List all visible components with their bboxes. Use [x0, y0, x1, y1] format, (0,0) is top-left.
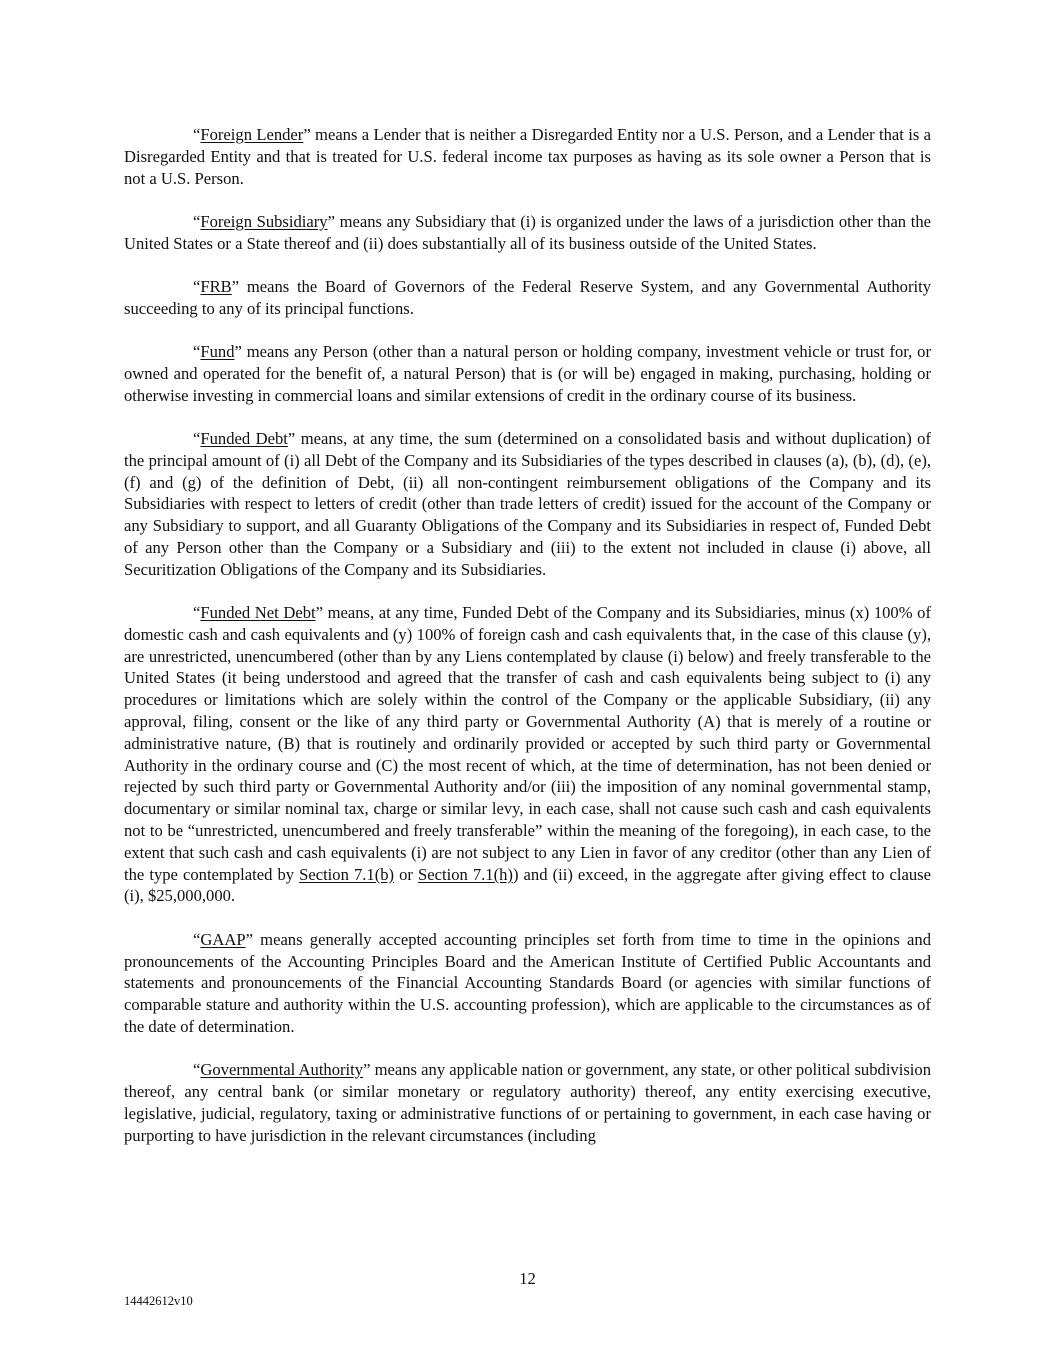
definition-funded-net-debt: “Funded Net Debt” means, at any time, Funded Debt of the Company and its Subsidiaries, minus (x) 100% of domestic cash and cash equivalents and (y) 100% of foreign cash and cash equivalents that, in the case of this clause (y), are unrestricted, unencumbered (other than by any Liens contemplated by clause (i) below) and freely transferable to the United States (it being understood and agreed that the transfer of cash and cash equivalents being subject to (i) any procedures or limitations which are solely within the control of the Company or the applicable Subsidiary, (ii) any approval, filing, consent or the like of any third party or Governmental Authority (A) that is merely of a routine or administrative nature, (B) that is routinely and ordinarily provided or accepted by such third party or Governmental Authority in the ordinary course and (C) the most recent of which, at the time of determination, has not been denied or rejected by such third party or Governmental Authority and/or (iii) the imposition of any nominal governmental stamp, documentary or similar nominal tax, charge or similar levy, in each case, shall not cause such cash and cash equivalents not to be “unrestricted, unencumbered and freely transferable” within the meaning of the foregoing), in each case, to the extent that such cash and cash equivalents (i) are not subject to any Lien in favor of any creditor (other than any Lien of the type contemplated by Section 7.1(b) or Section 7.1(h)) and (ii) exceed, in the aggregate after giving effect to clause (i), $25,000,000.: [124, 603, 931, 906]
document-id: 14442612v10: [124, 1294, 193, 1308]
section-reference-link[interactable]: Section 7.1(b): [299, 864, 395, 884]
definition-gaap: “GAAP” means generally accepted accounting principles set forth from time to time in the opinions and pronouncements of the Accounting Principles Board and the American Institute of Certified Public Accountants and statements and pronouncements of the Financial Accounting Standards Board (or agencies with similar functions of comparable stature and authority within the U.S. accounting profession), which are applicable to the circumstances as of the date of determination.: [124, 929, 931, 1036]
definitions-list: [124, 124, 931, 1168]
definition-text: means any Subsidiary that (i) is organized under the laws of a jurisdiction other than the United States or a State thereof and (ii) does substantially all of its business outside of the United States.: [124, 211, 931, 253]
definition-text: means a Lender that is neither a Disregarded Entity nor a U.S. Person, and a Lender that is a Disregarded Entity and that is treated for U.S. federal income tax purposes as having as its sole owner a Person that is not a U.S. Person.: [124, 125, 931, 188]
defined-term: Foreign Subsidiary: [200, 211, 328, 231]
definition-governmental-authority: “Governmental Authority” means any applicable nation or government, any state, or other political subdivision thereof, any central bank (or similar monetary or regulatory authority) thereof, any entity exercising executive, legislative, judicial, regulatory, taxing or administrative functions of or pertaining to government, in each case having or purporting to have jurisdiction in the relevant circumstances (including: [124, 1060, 931, 1145]
definition-text: means generally accepted accounting principles set forth from time to time in the opinions and pronouncements of the Accounting Principles Board and the American Institute of Certified Public Accountants and statements and pronouncements of the Financial Accounting Standards Board (or agencies with similar functions of comparable stature and authority within the U.S. accounting profession), which are applicable to the circumstances as of the date of determination.: [124, 929, 931, 1036]
defined-term: Funded Debt: [200, 428, 288, 448]
page-number: 12: [519, 1269, 536, 1288]
definition-text-tail: ) and (ii) exceed, in the aggregate after giving effect to clause (i), $25,000,000.: [124, 864, 931, 906]
definition-text: means, at any time, the sum (determined on a consolidated basis and without duplication) of the principal amount of (i) all Debt of the Company and its Subsidiaries of the types described in clauses (a), (b), (d), (e), (f) and (g) of the definition of Debt, (ii) all non-contingent reimbursement obligations of the Company and its Subsidiaries with respect to letters of credit (other than trade letters of credit) issued for the account of the Company or any Subsidiary to support, and all Guaranty Obligations of the Company and its Subsidiaries in respect of, Funded Debt of any Person other than the Company or a Subsidiary and (iii) to the extent not included in clause (i) above, all Securitization Obligations of the Company and its Subsidiaries.: [124, 428, 932, 579]
defined-term: FRB: [200, 276, 232, 296]
definition-text: means any applicable nation or government, any state, or other political subdivision thereof, any central bank (or similar monetary or regulatory authority) thereof, any entity exercising executive, legislative, judicial, regulatory, taxing or administrative functions of or pertaining to government, in each case having or purporting to have jurisdiction in the relevant circumstances (including: [124, 1060, 931, 1145]
section-reference-link[interactable]: Section 7.1(h): [418, 864, 513, 884]
defined-term: Foreign Lender: [200, 125, 304, 144]
definition-foreign-subsidiary: “Foreign Subsidiary” means any Subsidiary that (i) is organized under the laws of a jurisdiction other than the United States or a State thereof and (ii) does substantially all of its business outside of the United States.: [124, 211, 931, 253]
defined-term: Governmental Authority: [200, 1060, 364, 1080]
definition-text: means any Person (other than a natural person or holding company, investment vehicle or trust for, or owned and operated for the benefit of, a natural Person) that is (or will be) engaged in making, purchasing, holding or otherwise investing in commercial loans and similar extensions of credit in the ordinary course of its business.: [124, 342, 931, 405]
definition-text: means, at any time, Funded Debt of the Company and its Subsidiaries, minus (x) 100% of domestic cash and cash equivalents and (y) 100% of foreign cash and cash equivalents that, in the case of this clause (y), are unrestricted, unencumbered (other than by any Liens contemplated by clause (i) below) and freely transferable to the United States (it being understood and agreed that the transfer of cash and cash equivalents being subject to (i) any procedures or limitations which are solely within the control of the Company or the applicable Subsidiary, (ii) any approval, filing, consent or the like of any third party or Governmental Authority (A) that is merely of a routine or administrative nature, (B) that is routinely and ordinarily provided or accepted by such third party or Governmental Authority in the ordinary course and (C) the most recent of which, at the time of determination, has not been denied or rejected by such third party or Governmental Authority and/or (iii) the imposition of any nominal governmental stamp, documentary or similar nominal tax, charge or similar levy, in each case, shall not cause such cash and cash equivalents not to be “unrestricted, unencumbered and freely transferable” within the meaning of the foregoing), in each case, to the extent that such cash and cash equivalents (i) are not subject to any Lien in favor of any creditor (other than any Lien of the type contemplated by: [124, 603, 931, 884]
definition-text: means the Board of Governors of the Federal Reserve System, and any Governmental Authority succeeding to any of its principal functions.: [124, 276, 931, 318]
definition-text-connector: or: [394, 864, 419, 884]
defined-term: Fund: [200, 342, 235, 362]
defined-term: Funded Net Debt: [200, 603, 316, 623]
definition-fund: “Fund” means any Person (other than a natural person or holding company, investment vehicle or trust for, or owned and operated for the benefit of, a natural Person) that is (or will be) engaged in making, purchasing, holding or otherwise investing in commercial loans and similar extensions of credit in the ordinary course of its business.: [124, 342, 931, 405]
definition-funded-debt: “Funded Debt” means, at any time, the sum (determined on a consolidated basis and without duplication) of the principal amount of (i) all Debt of the Company and its Subsidiaries of the types described in clauses (a), (b), (d), (e), (f) and (g) of the definition of Debt, (ii) all non-contingent reimbursement obligations of the Company and its Subsidiaries with respect to letters of credit (other than trade letters of credit) issued for the account of the Company or any Subsidiary to support, and all Guaranty Obligations of the Company and its Subsidiaries in respect of, Funded Debt of any Person other than the Company or a Subsidiary and (iii) to the extent not included in clause (i) above, all Securitization Obligations of the Company and its Subsidiaries.: [124, 428, 932, 579]
definition-foreign-lender: “Foreign Lender” means a Lender that is neither a Disregarded Entity nor a U.S. Person, and a Lender that is a Disregarded Entity and that is treated for U.S. federal income tax purposes as having as its sole owner a Person that is not a U.S. Person.: [124, 125, 931, 188]
definition-frb: “FRB” means the Board of Governors of the Federal Reserve System, and any Governmental Authority succeeding to any of its principal functions.: [124, 276, 931, 318]
defined-term: GAAP: [200, 929, 246, 949]
